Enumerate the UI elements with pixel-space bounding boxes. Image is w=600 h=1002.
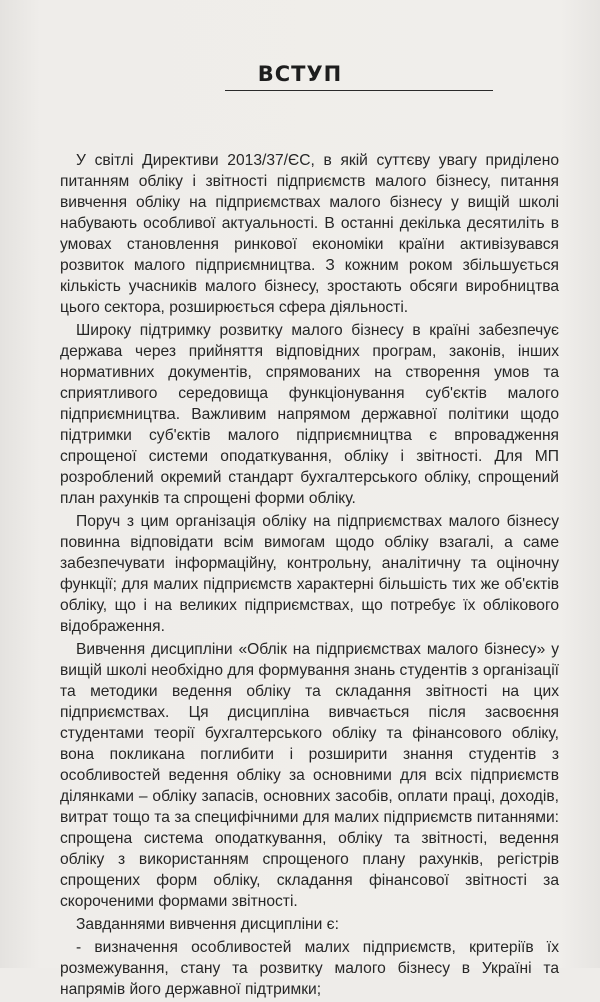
paragraph-state-support: Широку підтримку розвитку малого бізнесу в країні забезпечує держава через прийняття відповідних програм, законів, інших нормативних документів, спрямованих на створення умов та сприятливого середовища функціонування суб'єктів малого підприємництва. Важливим напрямом державної політики щодо підтримки суб'єктів малого підприємництва є впровадження спрощеної системи оподаткування, обліку і звітності. Для МП розроблений окремий стандарт бухгалтерського обліку, спрощений план рахунків та спрощені форми обліку. xyxy=(60,322,559,507)
body-text xyxy=(60,150,559,1002)
heading-container xyxy=(0,62,600,86)
paragraph-discipline: Вивчення дисципліни «Облік на підприємствах малого бізнесу» у вищій школі необхідно для формування знань студентів з організації та методики ведення обліку та складання звітності на цих підприємствах. Ця дисципліна вивчається після засвоєння студентами теорії бухгалтерського обліку та фінансового обліку, вона покликана поглибити і розширити знання студентів з особливостей ведення обліку за основними для всіх підприємств ділянками – обліку запасів, основних засобів, оплати праці, доходів, витрат тощо та за специфічними для малих підприємств питаннями: спрощена система оподаткування, обліку та звітності, ведення обліку з використанням спрощеного плану рахунків, регістрів спрощених форм обліку, складання фінансової звітності за скороченими формами звітності. xyxy=(60,641,560,910)
paragraph-organization: Поруч з цим організація обліку на підприємствах малого бізнесу повинна відповідати всім вимогам щодо обліку взагалі, а саме забезпечувати інформаційну, контрольну, аналітичну та оціночну функції; для малих підприємств характерні більшість тих же об'єктів обліку, що і на великих підприємствах, що потребує їх облікового відображення. xyxy=(60,513,559,635)
paragraph-intro: У світлі Директиви 2013/37/ЄС, в якій суттєву увагу приділено питанням обліку і звітності підприємств малого бізнесу, питання вивчення обліку на підприємствах малого бізнесу у вищій школі набувають особливої актуальності. В останні декілька десятиліть в умовах становлення ринкової економіки країни активізувався розвиток малого підприємництва. З кожним роком збільшується кількість учасників малого бізнесу, зростають обсяги виробництва цього сектора, розширюється сфера діяльності. xyxy=(60,152,559,316)
paragraph-tasks-intro: Завданнями вивчення дисципліни є: xyxy=(76,916,339,933)
paragraph-task-1: - визначення особливостей малих підприємств, критеріїв їх розмежування, стану та розвитку малого бізнесу в Україні та напрямів його державної підтримки; xyxy=(60,939,559,998)
heading-underline xyxy=(225,90,493,91)
page-heading: ВСТУП xyxy=(257,62,343,86)
